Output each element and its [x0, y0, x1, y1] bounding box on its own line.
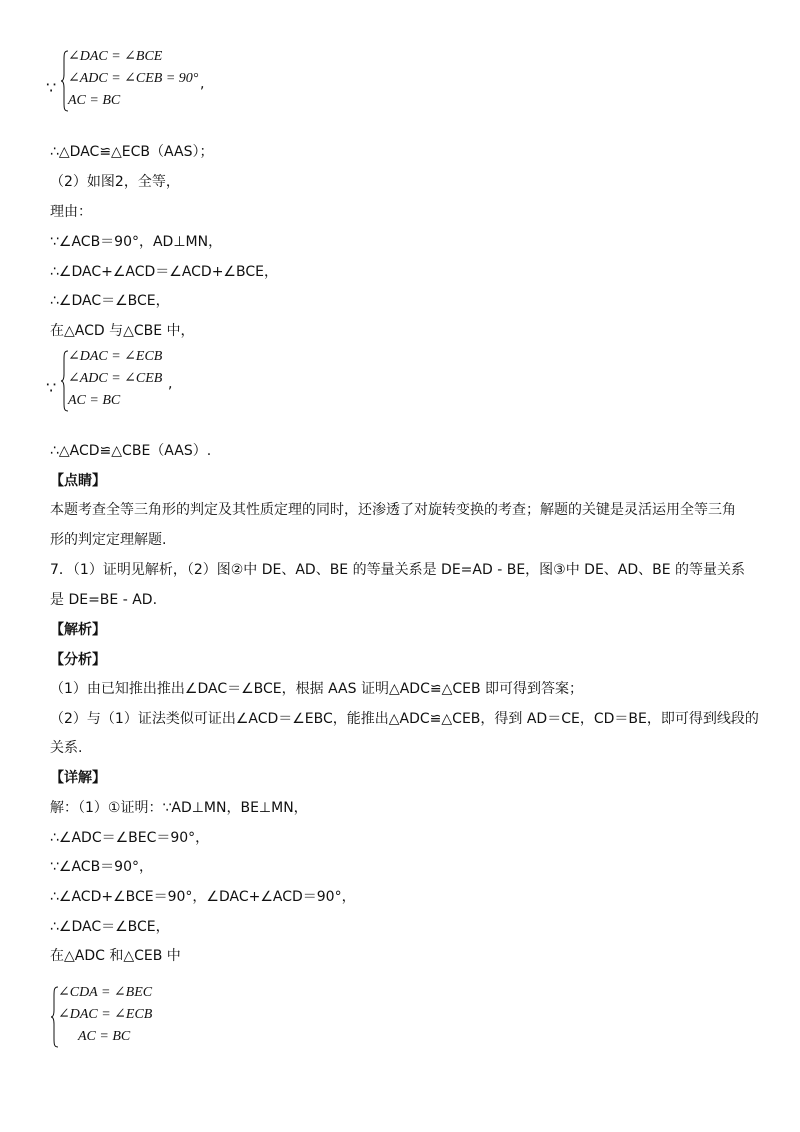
equation-system-2 — [46, 348, 246, 414]
section-heading: 【分析】 — [50, 652, 106, 668]
solution-line: ∵∠ACB＝90°， — [50, 859, 153, 875]
equation-row: ∠DAC = ∠ECB — [58, 1007, 153, 1022]
text-line: ∴△ACD≌△CBE（AAS）. — [50, 443, 212, 459]
equation-row: ∠ADC = ∠CEB = 90° — [68, 71, 199, 86]
text-line: ∵∠ACB＝90°，AD⊥MN， — [50, 234, 223, 250]
section-heading: 【详解】 — [50, 770, 106, 786]
analysis-line: （1）由已知推出推出∠DAC＝∠BCE，根据 AAS 证明△ADC≌△CEB 即可得到答案； — [50, 681, 584, 697]
text-line: ∴∠DAC+∠ACD＝∠ACD+∠BCE， — [50, 264, 278, 280]
text-line: 理由： — [50, 204, 92, 220]
section-heading: 【点睛】 — [50, 473, 106, 489]
paragraph-line: 本题考查全等三角形的判定及其性质定理的同时，还渗透了对旋转变换的考查；解题的关键是灵活运用全等三角 — [50, 502, 736, 518]
question-line: 7．（1）证明见解析，（2）图②中 DE、AD、BE 的等量关系是 DE=AD - BE，图③中 DE、AD、BE 的等量关系 — [50, 562, 746, 578]
equation-row: ∠CDA = ∠BEC — [58, 985, 153, 1000]
because-symbol: ∵ — [46, 78, 56, 97]
equation-system-1 — [46, 48, 246, 114]
equation-row: AC = BC — [68, 93, 121, 108]
solution-line: 在△ADC 和△CEB 中 — [50, 948, 181, 964]
solution-line: ∴∠ACD+∠BCE＝90°，∠DAC+∠ACD＝90°， — [50, 889, 356, 905]
analysis-line: （2）与（1）证法类似可证出∠ACD＝∠EBC，能推出△ADC≌△CEB，得到 AD＝CE，CD＝BE，即可得到线段的 — [50, 711, 759, 727]
trailing-comma: , — [168, 376, 173, 392]
trailing-comma: , — [200, 76, 205, 92]
question-line: 是 DE=BE - AD. — [50, 592, 158, 608]
analysis-line: 关系. — [50, 740, 83, 756]
solution-line: ∴∠ADC＝∠BEC＝90°， — [50, 830, 210, 846]
because-symbol: ∵ — [46, 378, 56, 397]
text-line: （2）如图2，全等， — [50, 174, 180, 190]
solution-line: ∴∠DAC＝∠BCE， — [50, 919, 170, 935]
equation-row: AC = BC — [68, 393, 121, 408]
equation-row: AC = BC — [78, 1029, 131, 1044]
paragraph-line: 形的判定定理解题. — [50, 532, 167, 548]
equation-row: ∠DAC = ∠BCE — [68, 49, 163, 64]
text-line: 在△ACD 与△CBE 中， — [50, 323, 195, 339]
section-heading: 【解析】 — [50, 622, 106, 638]
equation-system-3 — [50, 984, 250, 1050]
equation-row: ∠ADC = ∠CEB — [68, 371, 163, 386]
text-line: ∴△DAC≌△ECB（AAS）； — [50, 144, 214, 160]
text-line: ∴∠DAC＝∠BCE， — [50, 293, 170, 309]
solution-line: 解：（1）①证明：∵AD⊥MN，BE⊥MN， — [50, 800, 308, 816]
equation-row: ∠DAC = ∠ECB — [68, 349, 163, 364]
